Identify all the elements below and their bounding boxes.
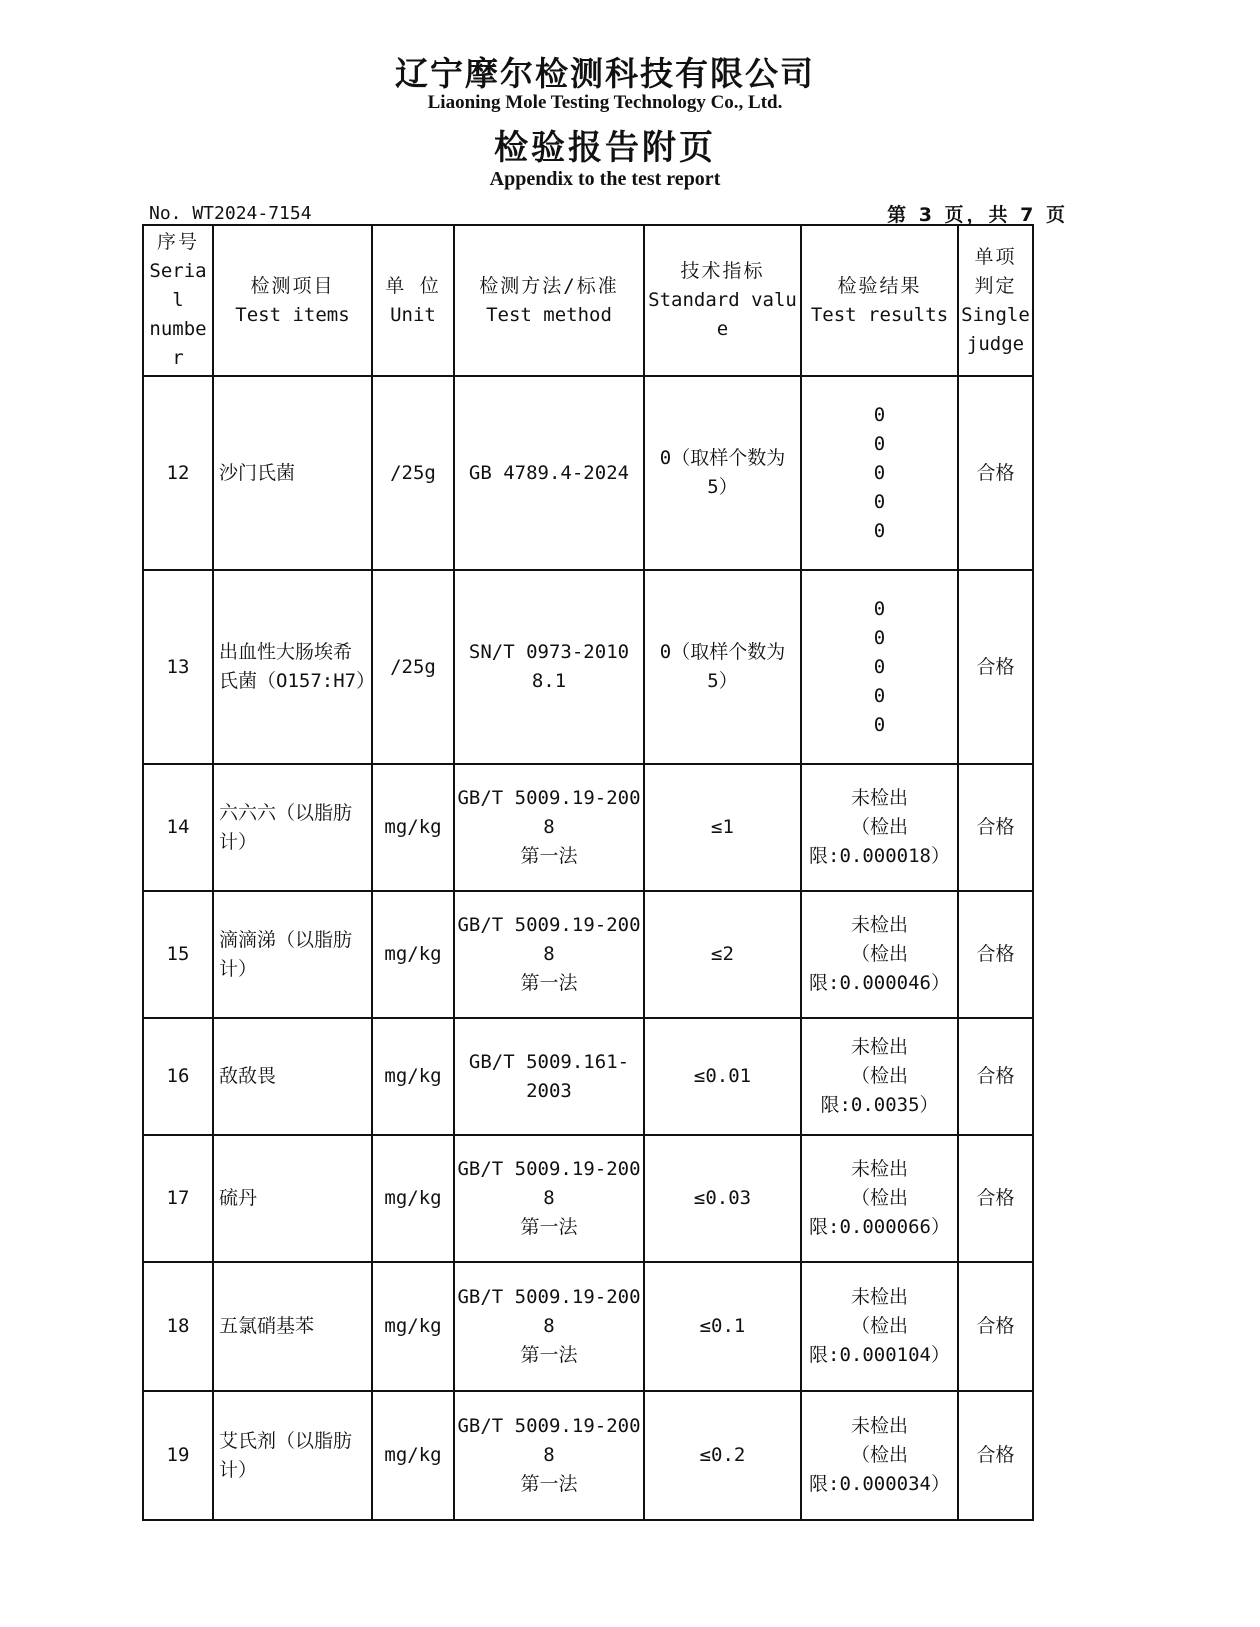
- col-judge-header: 单项 判定 Single judge: [958, 225, 1033, 376]
- test-result-cell: 未检出 （检出 限:0.0035）: [801, 1018, 958, 1135]
- judge-cell: 合格: [958, 1262, 1033, 1391]
- test-result-cell: 未检出 （检出 限:0.000104）: [801, 1262, 958, 1391]
- serial-cell: 13: [143, 570, 213, 764]
- test-item-cell: 沙门氏菌: [213, 376, 372, 570]
- table-row: [143, 1391, 1033, 1520]
- table-header-row: [143, 225, 1033, 376]
- col-unit-header: 单 位 Unit: [372, 225, 454, 376]
- judge-cell: 合格: [958, 1135, 1033, 1262]
- col-standard-header: 技术指标 Standard value: [644, 225, 801, 376]
- judge-cell: 合格: [958, 1018, 1033, 1135]
- method-cell: GB/T 5009.19-2008 第一法: [454, 1391, 644, 1520]
- unit-cell: mg/kg: [372, 1018, 454, 1135]
- standard-value-cell: ≤0.2: [644, 1391, 801, 1520]
- unit-cell: /25g: [372, 376, 454, 570]
- test-result-cell: 未检出 （检出 限:0.000018）: [801, 764, 958, 891]
- report-title-cn: 检验报告附页: [494, 128, 716, 168]
- table-row: [143, 570, 1033, 764]
- serial-cell: 17: [143, 1135, 213, 1262]
- serial-cell: 14: [143, 764, 213, 891]
- results-table: [142, 224, 1034, 1521]
- table-row: [143, 376, 1033, 570]
- standard-value-cell: ≤0.01: [644, 1018, 801, 1135]
- standard-value-cell: 0（取样个数为 5）: [644, 376, 801, 570]
- judge-cell: 合格: [958, 1391, 1033, 1520]
- test-item-cell: 六六六（以脂肪计）: [213, 764, 372, 891]
- judge-cell: 合格: [958, 891, 1033, 1018]
- standard-value-cell: ≤0.1: [644, 1262, 801, 1391]
- judge-cell: 合格: [958, 376, 1033, 570]
- method-cell: GB/T 5009.161- 2003: [454, 1018, 644, 1135]
- method-cell: GB/T 5009.19-2008 第一法: [454, 891, 644, 1018]
- standard-value-cell: ≤2: [644, 891, 801, 1018]
- unit-cell: mg/kg: [372, 1262, 454, 1391]
- col-results-header: 检验结果 Test results: [801, 225, 958, 376]
- method-cell: GB 4789.4-2024: [454, 376, 644, 570]
- serial-cell: 16: [143, 1018, 213, 1135]
- method-cell: SN/T 0973-2010 8.1: [454, 570, 644, 764]
- test-result-cell: 0 0 0 0 0: [801, 570, 958, 764]
- table-row: [143, 764, 1033, 891]
- method-cell: GB/T 5009.19-2008 第一法: [454, 1262, 644, 1391]
- test-result-cell: 未检出 （检出 限:0.000046）: [801, 891, 958, 1018]
- test-item-cell: 滴滴涕（以脂肪计）: [213, 891, 372, 1018]
- test-item-cell: 敌敌畏: [213, 1018, 372, 1135]
- unit-cell: /25g: [372, 570, 454, 764]
- standard-value-cell: ≤1: [644, 764, 801, 891]
- table-row: [143, 1018, 1033, 1135]
- serial-cell: 18: [143, 1262, 213, 1391]
- standard-value-cell: 0（取样个数为 5）: [644, 570, 801, 764]
- unit-cell: mg/kg: [372, 1135, 454, 1262]
- test-item-cell: 艾氏剂（以脂肪计）: [213, 1391, 372, 1520]
- report-title-en: Appendix to the test report: [489, 168, 721, 190]
- standard-value-cell: ≤0.03: [644, 1135, 801, 1262]
- company-name-cn: 辽宁摩尔检测科技有限公司: [395, 54, 815, 93]
- test-item-cell: 五氯硝基苯: [213, 1262, 372, 1391]
- page-indicator: 第 3 页，共 7 页: [887, 204, 1068, 226]
- test-result-cell: 0 0 0 0 0: [801, 376, 958, 570]
- judge-cell: 合格: [958, 570, 1033, 764]
- serial-cell: 15: [143, 891, 213, 1018]
- unit-cell: mg/kg: [372, 1391, 454, 1520]
- table-row: [143, 1262, 1033, 1391]
- table-row: [143, 891, 1033, 1018]
- unit-cell: mg/kg: [372, 764, 454, 891]
- company-name-en: Liaoning Mole Testing Technology Co., Ltd.: [427, 92, 783, 113]
- col-item-header: 检测项目 Test items: [213, 225, 372, 376]
- judge-cell: 合格: [958, 764, 1033, 891]
- unit-cell: mg/kg: [372, 891, 454, 1018]
- col-serial-header: 序号 Serial number: [143, 225, 213, 376]
- serial-cell: 12: [143, 376, 213, 570]
- test-item-cell: 出血性大肠埃希氏菌（O157:H7）: [213, 570, 372, 764]
- table-row: [143, 1135, 1033, 1262]
- test-result-cell: 未检出 （检出 限:0.000066）: [801, 1135, 958, 1262]
- method-cell: GB/T 5009.19-2008 第一法: [454, 764, 644, 891]
- test-item-cell: 硫丹: [213, 1135, 372, 1262]
- method-cell: GB/T 5009.19-2008 第一法: [454, 1135, 644, 1262]
- serial-cell: 19: [143, 1391, 213, 1520]
- report-number: No. WT2024-7154: [149, 203, 312, 224]
- col-method-header: 检测方法/标准 Test method: [454, 225, 644, 376]
- test-result-cell: 未检出 （检出 限:0.000034）: [801, 1391, 958, 1520]
